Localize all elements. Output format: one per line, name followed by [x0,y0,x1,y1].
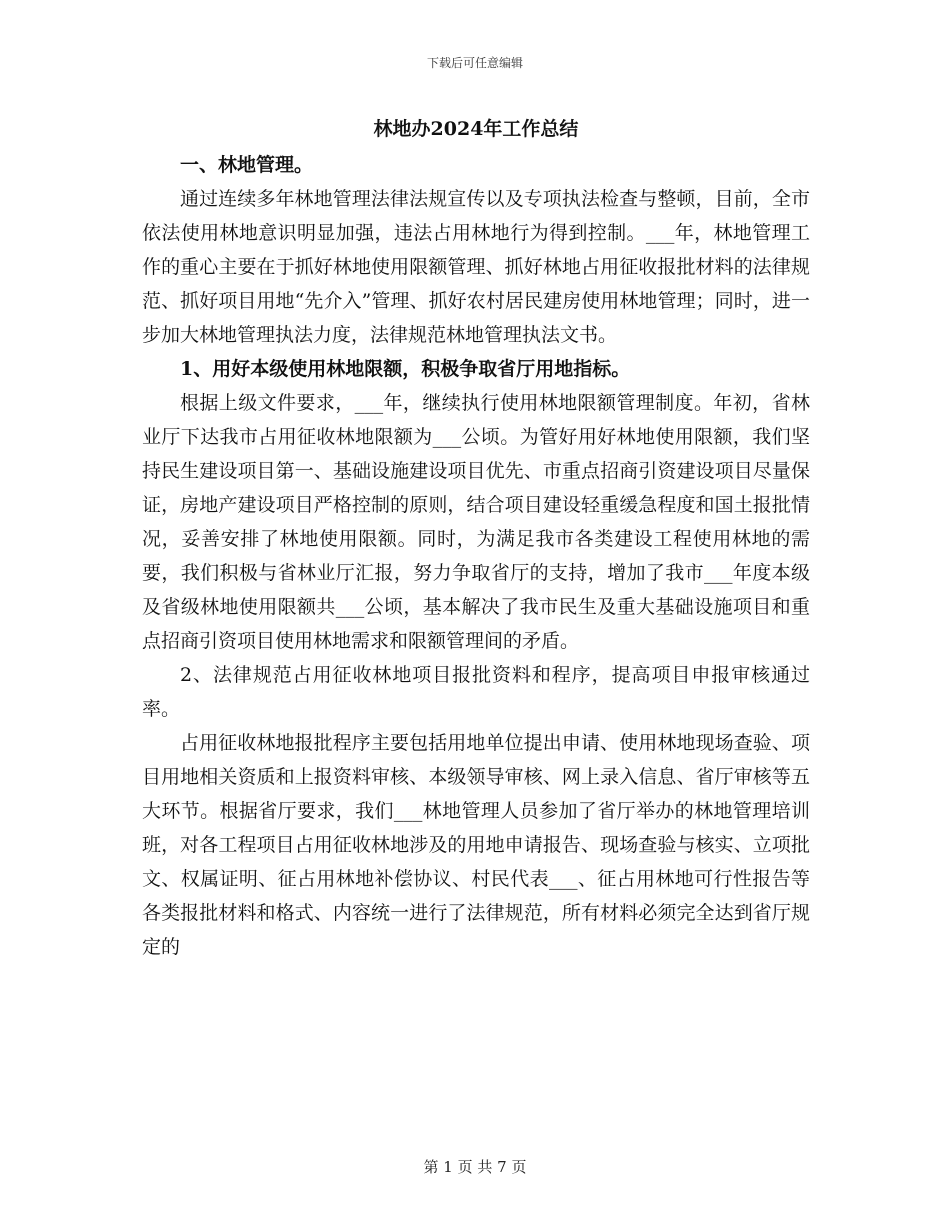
paragraph-quota: 根据上级文件要求，___年，继续执行使用林地限额管理制度。年初，省林业厅下达我市占用征收林地限额为___公顷。为管好用好林地使用限额，我们坚持民生建设项目第一、基础设施建设项目优先、市重点招商引资建设项目尽量保证，房地产建设项目严格控制的原则，结合项目建设轻重缓急程度和国土报批情况，妥善安排了林地使用限额。同时，为满足我市各类建设工程使用林地的需要，我们积极与省林业厅汇报，努力争取省厅的支持，增加了我市___年度本级及省级林地使用限额共___公顷，基本解决了我市民生及重大基础设施项目和重点招商引资项目使用林地需求和限额管理间的矛盾。 [142,392,810,652]
subheading-quota: 1、用好本级使用林地限额，积极争取省厅用地指标。 [180,358,631,380]
paragraph-intro: 通过连续多年林地管理法律法规宣传以及专项执法检查与整顿，目前，全市依法使用林地意识明显加强，违法占用林地行为得到控制。___年，林地管理工作的重心主要在于抓好林地使用限额管理、抓好林地占用征收报批材料的法律规范、抓好项目用地“先介入”管理、抓好农村居民建房使用林地管理；同时，进一步加大林地管理执法力度，法律规范林地管理执法文书。 [142,188,810,346]
document-body [142,112,810,964]
subheading-approval-process: 2、法律规范占用征收林地项目报批资料和程序，提高项目申报审核通过率。 [142,664,810,720]
section-heading-forest-land-management: 一、林地管理。 [180,154,314,176]
document-title: 林地办2024年工作总结 [373,118,579,140]
header-note: 下载后可任意编辑 [426,56,523,70]
page-number: 第 1 页 共 7 页 [423,1158,527,1176]
paragraph-approval-process: 占用征收林地报批程序主要包括用地单位提出申请、使用林地现场查验、项目用地相关资质和上报资料审核、本级领导审核、网上录入信息、省厅审核等五大环节。根据省厅要求，我们___林地管理人员参加了省厅举办的林地管理培训班，对各工程项目占用征收林地涉及的用地申请报告、现场查验与核实、立项批文、权属证明、征占用林地补偿协议、村民代表___、征占用林地可行性报告等各类报批材料和格式、内容统一进行了法律规范，所有材料必须完全达到省厅规定的 [142,732,810,958]
